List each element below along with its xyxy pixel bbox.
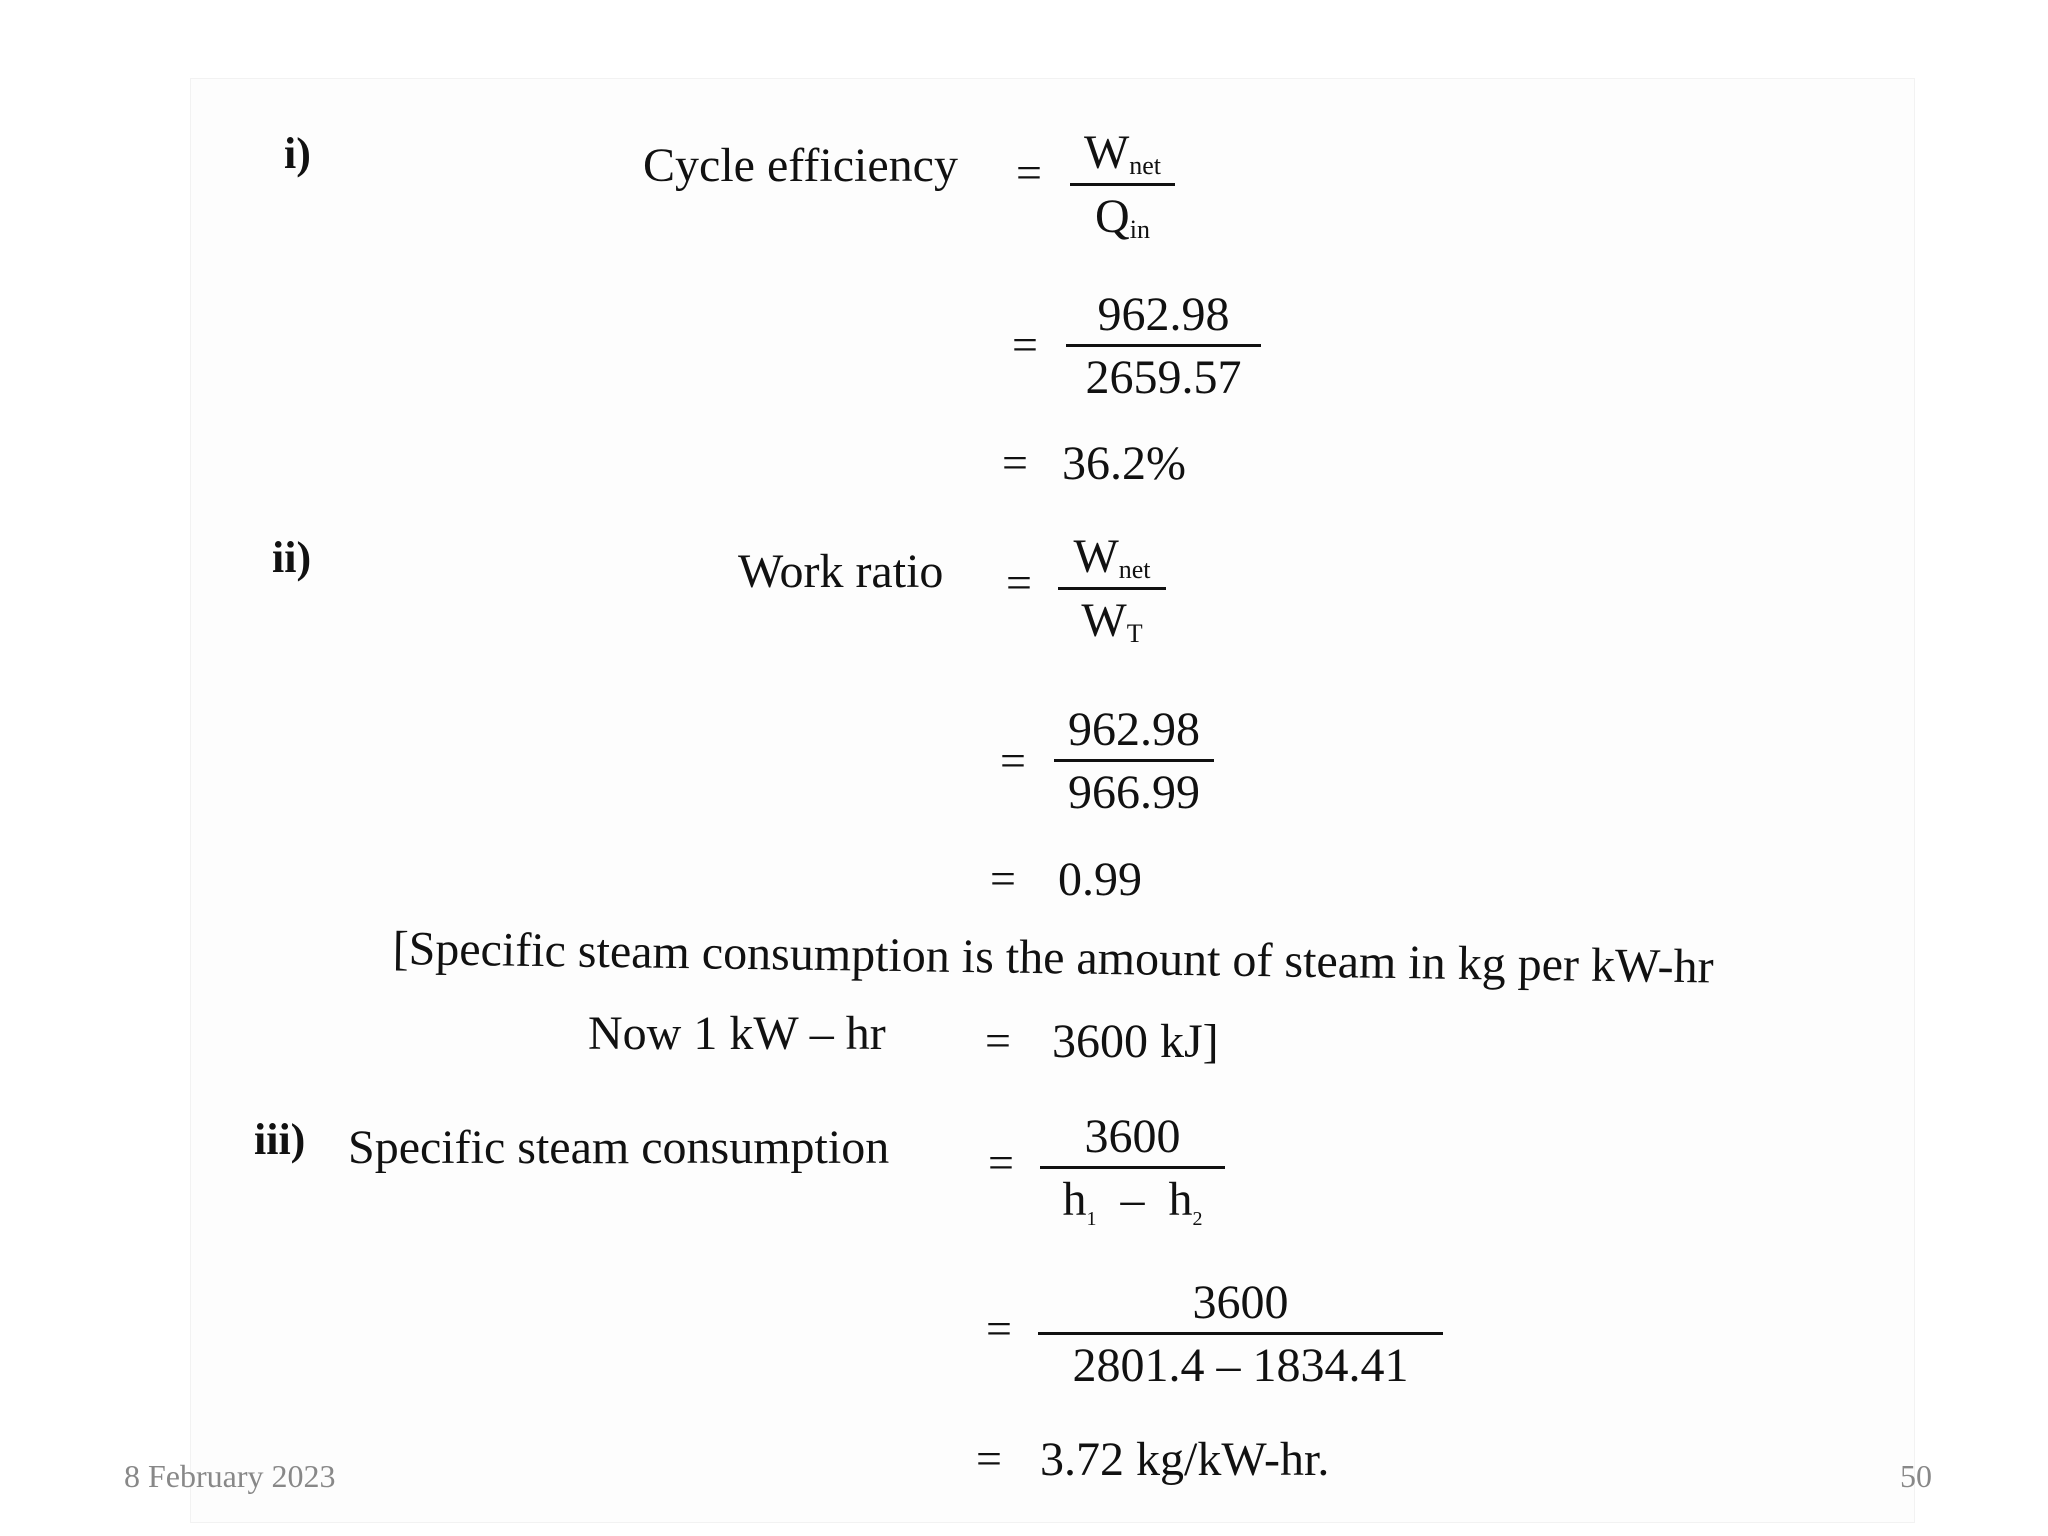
fraction-962-98-over-2659-57 (1066, 290, 1261, 404)
equals-sign: = (1002, 437, 1028, 488)
part-i-label: i) (284, 129, 311, 178)
fraction-wnet-over-qin (1070, 128, 1175, 244)
numerator: $W_{net}$ (1073, 530, 1151, 584)
part-iii-label: iii) (254, 1115, 306, 1164)
equals-sign: = (1012, 319, 1038, 370)
fraction-3600-over-h1-h2 (1040, 1112, 1225, 1230)
equals-sign: = (986, 1303, 1012, 1354)
equals-sign: = (1006, 557, 1032, 608)
fraction-bar (1038, 1332, 1443, 1335)
specific-steam-consumption-label: Specific steam consumption (348, 1121, 890, 1174)
fraction-bar (1058, 587, 1166, 590)
note-kwhr-value: 3600 kJ] (1052, 1015, 1219, 1068)
cycle-efficiency-result: 36.2% (1062, 437, 1186, 490)
equals-sign: = (976, 1433, 1002, 1484)
fraction-bar (1054, 759, 1214, 762)
fraction-bar (1070, 183, 1175, 186)
equals-sign: = (988, 1137, 1014, 1188)
denominator: $Q_{in}$ (1095, 190, 1150, 245)
fraction-wnet-over-wt (1058, 532, 1166, 648)
equals-sign: = (1016, 147, 1042, 198)
denominator: $h_1 - h_2$ (1062, 1173, 1203, 1231)
work-ratio-label: Work ratio (738, 545, 944, 598)
footer-page-number: 50 (1900, 1458, 1932, 1494)
numerator: 3600 (1192, 1276, 1289, 1329)
denominator: 966.99 (1068, 766, 1200, 820)
note-specific-steam-definition: [Specific steam consumption is the amount of steam in kg per kW-hr (392, 922, 1714, 994)
part-ii-label: ii) (272, 533, 312, 582)
numerator: $W_{net}$ (1083, 126, 1162, 180)
note-kwhr-label: Now 1 kW – hr (588, 1007, 886, 1060)
numerator: 3600 (1084, 1110, 1181, 1163)
footer-date: 8 February 2023 (124, 1458, 336, 1494)
numerator: 962.98 (1097, 288, 1230, 341)
denominator: 2801.4 – 1834.41 (1072, 1339, 1409, 1393)
equals-sign: = (1000, 735, 1026, 786)
fraction-bar (1040, 1166, 1225, 1169)
denominator: 2659.57 (1085, 351, 1242, 405)
fraction-962-98-over-966-99 (1054, 705, 1214, 819)
cycle-efficiency-label: Cycle efficiency (643, 139, 958, 192)
numerator: 962.98 (1068, 703, 1200, 756)
equals-sign: = (985, 1015, 1011, 1066)
specific-steam-consumption-result: 3.72 kg/kW-hr. (1040, 1433, 1330, 1486)
denominator: $W_T$ (1081, 594, 1143, 649)
work-ratio-result: 0.99 (1058, 853, 1142, 906)
equals-sign: = (990, 853, 1016, 904)
fraction-3600-over-difference (1038, 1278, 1443, 1392)
fraction-bar (1066, 344, 1261, 347)
